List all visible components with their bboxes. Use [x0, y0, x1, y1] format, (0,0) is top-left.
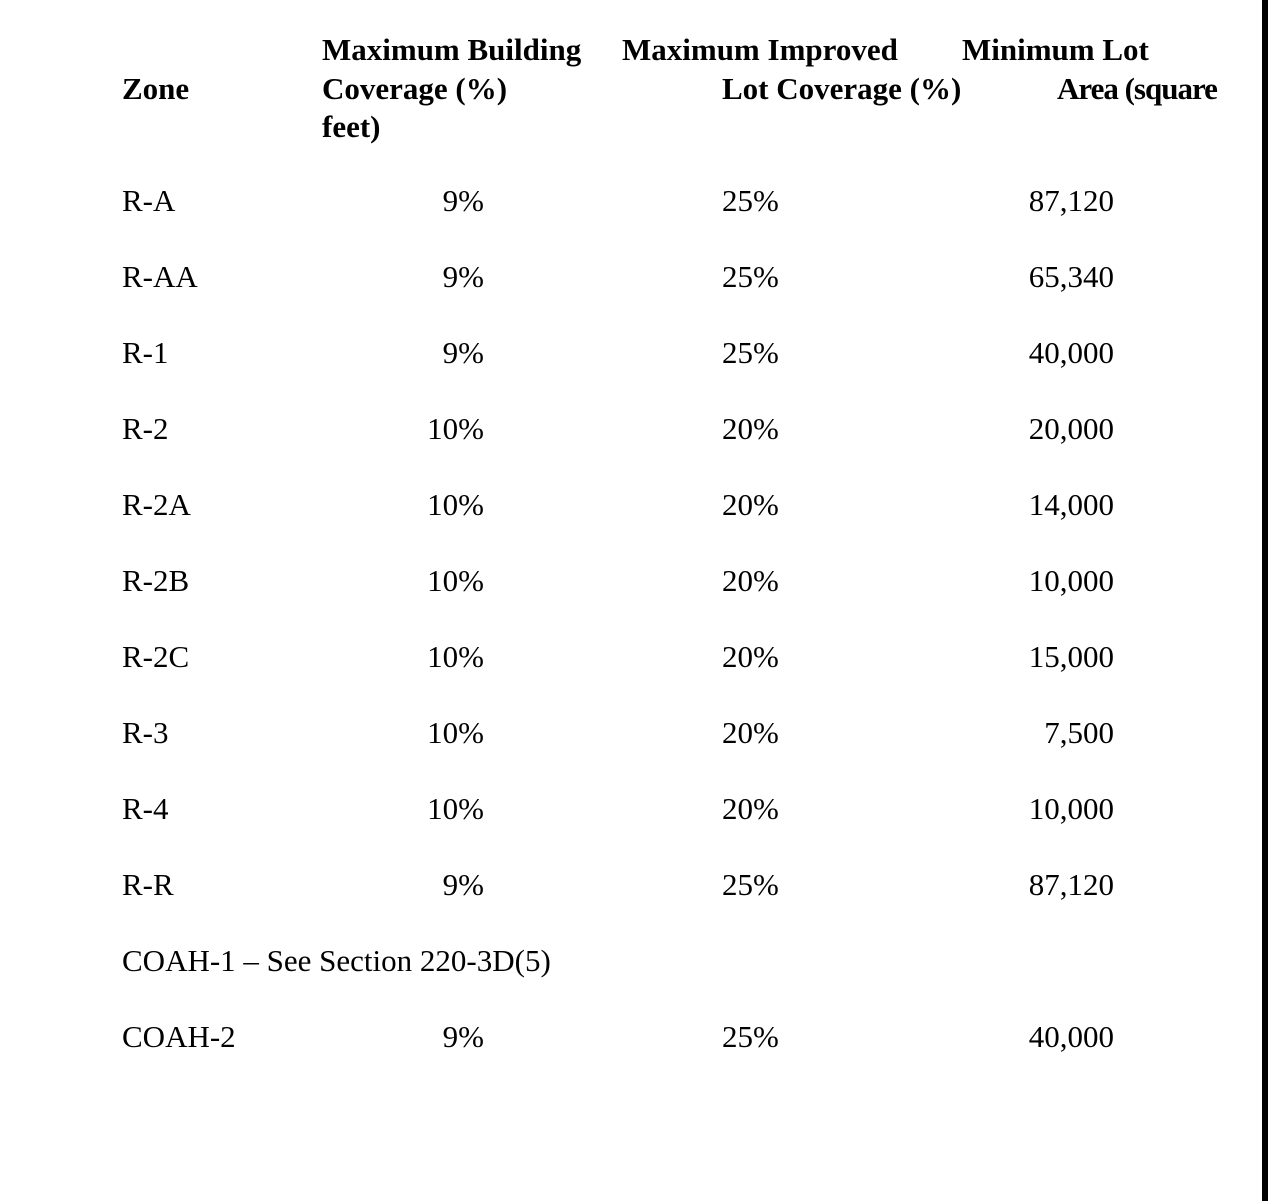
min-lot-area-cell: 40,000	[1028, 335, 1114, 370]
building-coverage-cell: 9%	[442, 183, 484, 218]
improved-coverage-cell: 20%	[722, 791, 779, 826]
improved-coverage-cell: 20%	[722, 715, 779, 750]
min-lot-area-cell: 87,120	[1028, 867, 1114, 902]
building-coverage-cell: 10%	[427, 411, 484, 446]
building-coverage-cell: 10%	[427, 563, 484, 598]
min-lot-area-cell: 14,000	[1028, 487, 1114, 522]
improved-coverage-cell: 20%	[722, 563, 779, 598]
zone-cell: R-R	[122, 867, 174, 902]
zone-cell: COAH-2	[122, 1019, 236, 1054]
zone-cell: R-2B	[122, 563, 190, 598]
min-lot-area-cell: 15,000	[1028, 639, 1114, 674]
page-edge-rule	[1262, 0, 1268, 1201]
min-lot-area-cell: 87,120	[1028, 183, 1114, 218]
improved-coverage-cell: 25%	[722, 335, 779, 370]
min-lot-area-cell: 7,500	[1044, 715, 1114, 750]
min-lot-area-cell: 40,000	[1028, 1019, 1114, 1054]
zone-cell: R-2C	[122, 639, 190, 674]
building-coverage-cell: 10%	[427, 715, 484, 750]
header-max-improved-line2: Lot Coverage (%)	[722, 71, 962, 106]
building-coverage-cell: 9%	[442, 1019, 484, 1054]
header-zone: Zone	[122, 71, 190, 106]
min-lot-area-cell: 20,000	[1028, 411, 1114, 446]
header-max-improved-line1: Maximum Improved	[622, 32, 898, 67]
improved-coverage-cell: 25%	[722, 183, 779, 218]
header-max-building-line3: feet)	[322, 109, 381, 144]
zone-cell: R-A	[122, 183, 176, 218]
improved-coverage-cell: 20%	[722, 487, 779, 522]
min-lot-area-cell: 65,340	[1028, 259, 1114, 294]
zone-cell: R-3	[122, 715, 169, 750]
header-min-lot-line2: Area (square	[1057, 71, 1217, 106]
min-lot-area-cell: 10,000	[1028, 791, 1114, 826]
header-max-building-line2: Coverage (%)	[322, 71, 508, 106]
zone-cell: R-AA	[122, 259, 198, 294]
building-coverage-cell: 10%	[427, 791, 484, 826]
zone-cell: R-4	[122, 791, 169, 826]
building-coverage-cell: 10%	[427, 639, 484, 674]
improved-coverage-cell: 25%	[722, 259, 779, 294]
note-row: COAH-1 – See Section 220-3D(5)	[122, 943, 551, 978]
improved-coverage-cell: 25%	[722, 1019, 779, 1054]
building-coverage-cell: 9%	[442, 867, 484, 902]
header-min-lot-line1: Minimum Lot	[962, 32, 1149, 67]
improved-coverage-cell: 20%	[722, 639, 779, 674]
building-coverage-cell: 9%	[442, 259, 484, 294]
zone-cell: R-1	[122, 335, 169, 370]
min-lot-area-cell: 10,000	[1028, 563, 1114, 598]
header-max-building-line1: Maximum Building	[322, 32, 582, 67]
improved-coverage-cell: 25%	[722, 867, 779, 902]
building-coverage-cell: 10%	[427, 487, 484, 522]
zone-cell: R-2A	[122, 487, 191, 522]
improved-coverage-cell: 20%	[722, 411, 779, 446]
building-coverage-cell: 9%	[442, 335, 484, 370]
zone-cell: R-2	[122, 411, 169, 446]
